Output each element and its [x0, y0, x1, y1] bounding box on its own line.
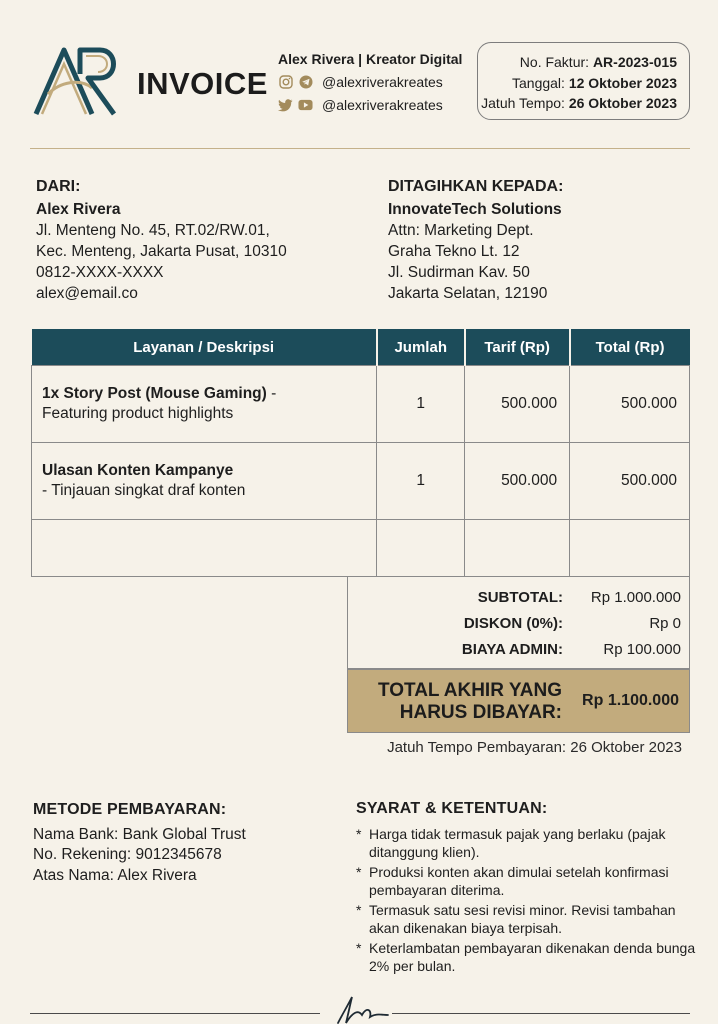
- table-row-empty: [32, 520, 690, 577]
- from-email[interactable]: alex@email.co: [36, 285, 138, 302]
- grand-total-value: Rp 1.100.000: [582, 692, 679, 709]
- invoice-number: AR-2023-015: [592, 54, 677, 70]
- bill-to-line: Attn: Marketing Dept.: [388, 222, 534, 239]
- account-holder: Atas Nama: Alex Rivera: [33, 866, 197, 884]
- instagram-icon[interactable]: [278, 75, 293, 90]
- social-row-1: [278, 74, 443, 90]
- col-header-description: Layanan / Deskripsi: [32, 329, 377, 366]
- social-handle[interactable]: @alexriverakreates: [322, 97, 443, 113]
- admin-fee-label: BIAYA ADMIN:: [461, 641, 563, 658]
- item-description: 1x Story Post (Mouse Gaming) - Featuring product highlights: [32, 366, 377, 443]
- invoice-due-line: Jatuh Tempo: 26 Oktober 2023: [481, 95, 677, 111]
- table-row: [32, 366, 690, 443]
- invoice-date: 12 Oktober 2023: [568, 74, 677, 91]
- terms-item: * Produksi konten akan dimulai setelah konfirmasi pembayaran diterima.: [356, 863, 696, 900]
- discount-value: Rp 0: [649, 615, 681, 632]
- footer-divider-left: [30, 1013, 320, 1014]
- youtube-icon[interactable]: [298, 98, 313, 113]
- admin-fee-value: Rp 100.000: [603, 641, 681, 658]
- from-phone: 0812-XXXX-XXXX: [36, 264, 164, 281]
- item-qty: 1: [377, 443, 465, 520]
- social-row-2: [278, 97, 443, 113]
- from-name: Alex Rivera: [36, 201, 121, 218]
- invoice-due-date: 26 Oktober 2023: [568, 95, 677, 111]
- telegram-icon[interactable]: [298, 75, 313, 90]
- payment-due-note: Jatuh Tempo Pembayaran: 26 Oktober 2023: [387, 739, 682, 756]
- ar-logo: [30, 44, 124, 118]
- totals-summary: [347, 577, 690, 669]
- bank-name: Nama Bank: Bank Global Trust: [33, 825, 246, 843]
- terms-item: * Harga tidak termasuk pajak yang berlaku (pajak ditanggung klien).: [356, 825, 696, 862]
- account-number: No. Rekening: 9012345678: [33, 846, 222, 863]
- from-line: Kec. Menteng, Jakarta Pusat, 10310: [36, 243, 287, 260]
- terms-item: * Termasuk satu sesi revisi minor. Revisi tambahan akan dikenakan biaya terpisah.: [356, 901, 696, 938]
- bill-to-name: InnovateTech Solutions: [388, 201, 562, 218]
- header-divider: [30, 148, 690, 149]
- invoice-date-line: Tanggal: 12 Oktober 2023: [512, 74, 677, 91]
- payment-heading: METODE PEMBAYARAN:: [33, 801, 227, 818]
- bill-to-line: Jakarta Selatan, 12190: [388, 285, 548, 302]
- col-header-total: Total (Rp): [570, 329, 690, 366]
- col-header-rate: Tarif (Rp): [465, 329, 570, 366]
- invoice-number-line: No. Faktur: AR-2023-015: [519, 54, 677, 70]
- subtotal-label: SUBTOTAL:: [477, 589, 563, 606]
- bill-to-line: Jl. Sudirman Kav. 50: [388, 264, 530, 281]
- creator-name: Alex Rivera | Kreator Digital: [278, 51, 463, 67]
- grand-total-box: [347, 669, 690, 733]
- bill-to-heading: DITAGIHKAN KEPADA:: [388, 178, 564, 195]
- bill-to-line: Graha Tekno Lt. 12: [388, 243, 520, 260]
- item-total: 500.000: [570, 443, 690, 520]
- grand-total-label: TOTAL AKHIR YANG HARUS DIBAYAR:: [377, 680, 562, 723]
- line-items-table: [31, 329, 690, 577]
- table-header-row: [32, 329, 690, 366]
- from-heading: DARI:: [36, 178, 81, 195]
- item-total: 500.000: [570, 366, 690, 443]
- invoice-title: INVOICE: [137, 66, 268, 101]
- signature-mark: [332, 993, 390, 1024]
- social-handle[interactable]: @alexriverakreates: [322, 74, 443, 90]
- col-header-qty: Jumlah: [377, 329, 465, 366]
- subtotal-value: Rp 1.000.000: [590, 589, 681, 606]
- terms-item: * Keterlambatan pembayaran dikenakan denda bunga 2% per bulan.: [356, 939, 696, 976]
- item-description: Ulasan Konten Kampanye - Tinjauan singkat draf konten: [32, 443, 377, 520]
- discount-label: DISKON (0%):: [463, 615, 563, 632]
- twitter-icon[interactable]: [278, 98, 293, 113]
- bill-to-section: [388, 176, 563, 304]
- table-row: [32, 443, 690, 520]
- item-qty: 1: [377, 366, 465, 443]
- footer-divider-right: [392, 1013, 690, 1014]
- invoice-meta-box: [477, 42, 690, 120]
- item-rate: 500.000: [465, 366, 570, 443]
- terms-heading: SYARAT & KETENTUAN:: [356, 800, 548, 817]
- from-line: Jl. Menteng No. 45, RT.02/RW.01,: [36, 222, 270, 239]
- item-rate: 500.000: [465, 443, 570, 520]
- terms-section: [356, 800, 696, 977]
- terms-list: [356, 825, 696, 976]
- payment-method-section: [33, 800, 246, 886]
- from-section: [36, 176, 287, 304]
